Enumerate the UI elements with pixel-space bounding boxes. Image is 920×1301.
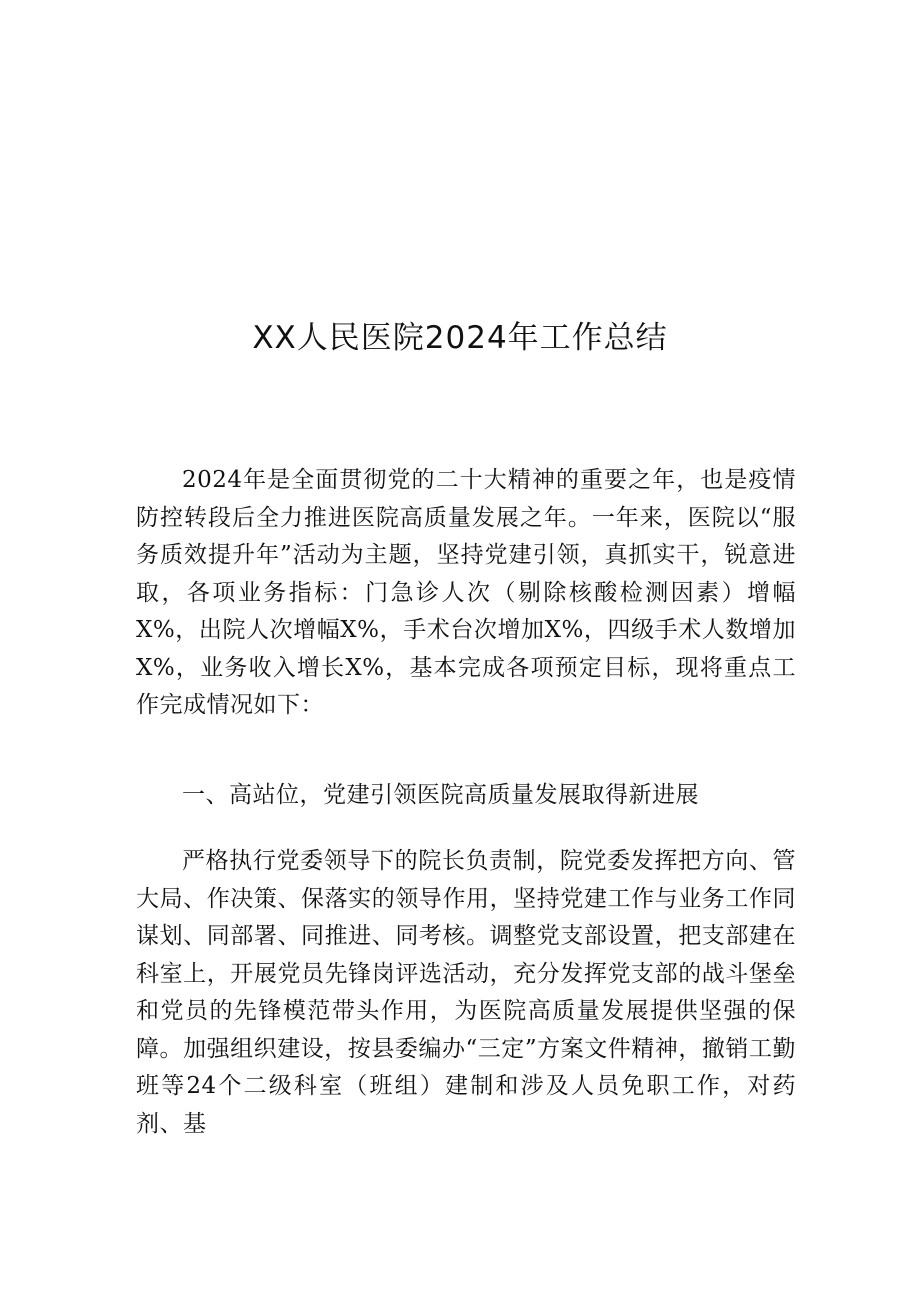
- document-title: XX人民医院2024年工作总结: [252, 320, 668, 356]
- section-1-heading: 一、高站位，党建引领医院高质量发展取得新进展: [182, 782, 699, 808]
- section-1-paragraph: 严格执行党委领导下的院长负责制，院党委发挥把方向、管大局、作决策、保落实的领导作用，坚持党建工作与业务工作同谋划、同部署、同推进、同考核。调整党支部设置，把支部建在科室上，开展党员先锋岗评选活动，充分发挥党支部的战斗堡垒和党员的先锋模范带头作用，为医院高质量发展提供坚强的保障。加强组织建设，按县委编办“三定”方案文件精神，撤销工勤班等24个二级科室（班组）建制和涉及人员免职工作，对药剂、基: [136, 848, 796, 1137]
- intro-paragraph: 2024年是全面贯彻党的二十大精神的重要之年，也是疫情防控转段后全力推进医院高质量发展之年。一年来，医院以“服务质效提升年”活动为主题，坚持党建引领，真抓实干，锐意进取，各项业务指标：门急诊人次（剔除核酸检测因素）增幅X%，出院人次增幅X%，手术台次增加X%，四级手术人数增加X%，业务收入增长X%，基本完成各项预定目标，现将重点工作完成情况如下：: [136, 467, 796, 718]
